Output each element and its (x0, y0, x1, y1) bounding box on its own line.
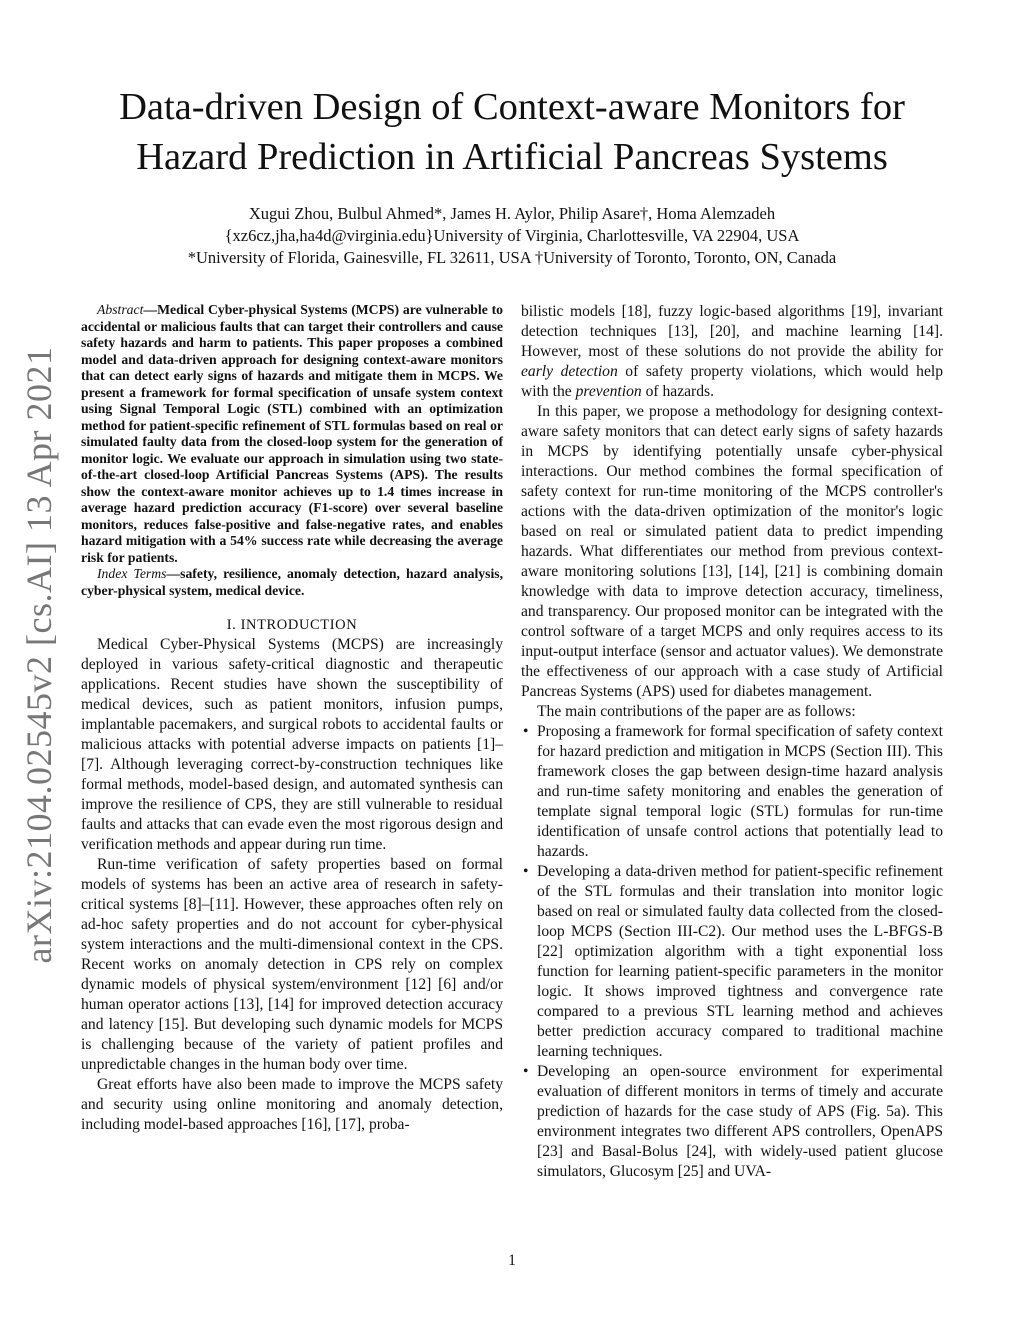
methodology-paragraph: In this paper, we propose a methodology for designing context-aware safety monitors that can detect early signs of safety hazards in MCPS by identifying potentially unsafe cyber-physical interactions. Our method combines the formal specification of safety context for run-time monitoring of the MCPS controller's actions with the data-driven optimization of the monitor's logic based on real or simulated patient data to predict impending hazards. What differentiates our method from previous context-aware monitoring solutions [13], [14], [21] is combining domain knowledge with data to improve detection accuracy, timeliness, and transparency. Our proposed monitor can be integrated with the control software of a target MCPS and only requires access to its input-output interface (sensor and actuator values). We demonstrate the effectiveness of our approach with a case study of Artificial Pancreas Systems (APS) used for diabetes management. (521, 403, 943, 700)
emphasis-early-detection: early detection (521, 363, 618, 380)
continuation-text-b: of safety property violations, which would help with the (521, 363, 944, 400)
right-column (521, 302, 943, 1182)
index-terms (81, 566, 503, 599)
contribution-text: Proposing a framework for formal specification of safety context for hazard prediction and mitigation in MCPS (Section III). This framework closes the gap between design-time hazard analysis and run-time safety monitoring and enables the generation of template signal temporal logic (STL) formulas for run-time identification of unsafe control actions that potentially lead to hazards. (537, 723, 943, 860)
continuation-text-c: of hazards. (641, 383, 714, 400)
abstract-lead: Abstract (97, 302, 144, 317)
intro-paragraph-1: Medical Cyber-Physical Systems (MCPS) are increasingly deployed in various safety-critical diagnostic and therapeutic applications. Recent studies have shown the susceptibility of medical devices, such as patient monitors, infusion pumps, implantable pacemakers, and surgical robots to accidental faults or malicious attacks with potential adverse impacts on patients [1]–[7]. Although leveraging correct-by-construction techniques like formal methods, model-based design, and automated synthesis can improve the resilience of CPS, they are still vulnerable to residual faults and attacks that can evade even the most rigorous design and verification methods and appear during run time. (81, 636, 503, 853)
title-line-2: Hazard Prediction in Artificial Pancreas Systems (136, 136, 888, 178)
arxiv-identifier-stamp (4, 346, 74, 964)
contributions-list (521, 722, 943, 1182)
bullet-icon: • (523, 723, 529, 740)
contributions-intro: The main contributions of the paper are as follows: (537, 703, 856, 720)
author-block (60, 203, 964, 269)
title-line-1: Data-driven Design of Context-aware Monitors for (119, 86, 905, 128)
affiliation-line-1: {xz6cz,jha,ha4d@virginia.edu}University of Virginia, Charlottesville, VA 22904, USA (224, 226, 800, 245)
page-number: 1 (508, 1252, 516, 1269)
index-terms-lead: Index Terms (97, 566, 167, 581)
abstract-text: —Medical Cyber-physical Systems (MCPS) are vulnerable to accidental or malicious faults that can target their controllers and cause safety hazards and harm to patients. This paper proposes a combined model and data-driven approach for designing context-aware monitors that can detect early signs of hazards and mitigate them in MCPS. We present a framework for formal specification of unsafe system context using Signal Temporal Logic (STL) combined with an optimization method for patient-specific refinement of STL formulas based on real or simulated faulty data from the closed-loop system for the generation of monitor logic. We evaluate our approach in simulation using two state-of-the-art closed-loop Artificial Pancreas Systems (APS). The results show the context-aware monitor achieves up to 1.4 times increase in average hazard prediction accuracy (F1-score) over several baseline monitors, reduces false-positive and false-negative rates, and enables hazard mitigation with a 54% success rate while decreasing the average risk for patients. (81, 302, 503, 565)
bullet-icon: • (523, 1063, 529, 1080)
affiliation-line-2: *University of Florida, Gainesville, FL 32611, USA †University of Toronto, Toronto, ON, Canada (187, 248, 837, 267)
continuation-text-a: bilistic models [18], fuzzy logic-based algorithms [19], invariant detection techniques [13], [20], and machine learning [14]. However, most of these solutions do not provide the ability for (521, 303, 943, 360)
contribution-text: Developing a data-driven method for patient-specific refinement of the STL formulas and their translation into monitor logic based on real or simulated faulty data collected from the closed-loop MCPS (Section III-C2). Our method uses the L-BFGS-B [22] optimization algorithm with a tight exponential loss function for learning patient-specific parameters in the monitor logic. It shows improved tightness and convergence rate compared to a previous STL learning method and achieves better prediction accuracy compared to traditional machine learning techniques. (537, 863, 943, 1060)
list-item (521, 722, 943, 862)
abstract (81, 302, 503, 566)
intro-paragraph-3: Great efforts have also been made to improve the MCPS safety and security using online monitoring and anomaly detection, including model-based approaches [16], [17], proba- (81, 1076, 503, 1133)
continuation-paragraph (521, 302, 943, 402)
list-item (521, 1062, 943, 1182)
bullet-icon: • (523, 863, 529, 880)
section-heading-introduction: I. INTRODUCTION (226, 617, 358, 633)
paper-title (60, 82, 964, 182)
left-column (81, 302, 503, 1135)
contribution-text: Developing an open-source environment for experimental evaluation of different monitors in terms of timely and accurate prediction of hazards for the case study of APS (Fig. 5a). This environment integrates two different APS controllers, OpenAPS [23] and Basal-Bolus [24], with widely-used patient glucose simulators, Glucosym [25] and UVA- (537, 1063, 943, 1180)
arxiv-identifier-text: arXiv:2104.02545v2 [cs.AI] 13 Apr 2021 (19, 346, 59, 964)
index-terms-text: —safety, resilience, anomaly detection, hazard analysis, cyber-physical system, medical device. (81, 566, 504, 598)
author-names: Xugui Zhou, Bulbul Ahmed*, James H. Aylor, Philip Asare†, Homa Alemzadeh (248, 204, 776, 223)
intro-paragraph-2: Run-time verification of safety properties based on formal models of systems has been an active area of research in safety-critical systems [8]–[11]. However, these approaches often rely on ad-hoc safety properties and do not account for cyber-physical system interactions and the multi-dimensional context in the CPS. Recent works on anomaly detection in CPS rely on complex dynamic models of physical system/environment [12] [6] and/or human operator actions [13], [14] for improved detection accuracy and latency [15]. But developing such dynamic models for MCPS is challenging because of the variety of patient profiles and unpredictable changes in the human body over time. (81, 856, 503, 1073)
list-item (521, 862, 943, 1062)
emphasis-prevention: prevention (575, 383, 642, 400)
